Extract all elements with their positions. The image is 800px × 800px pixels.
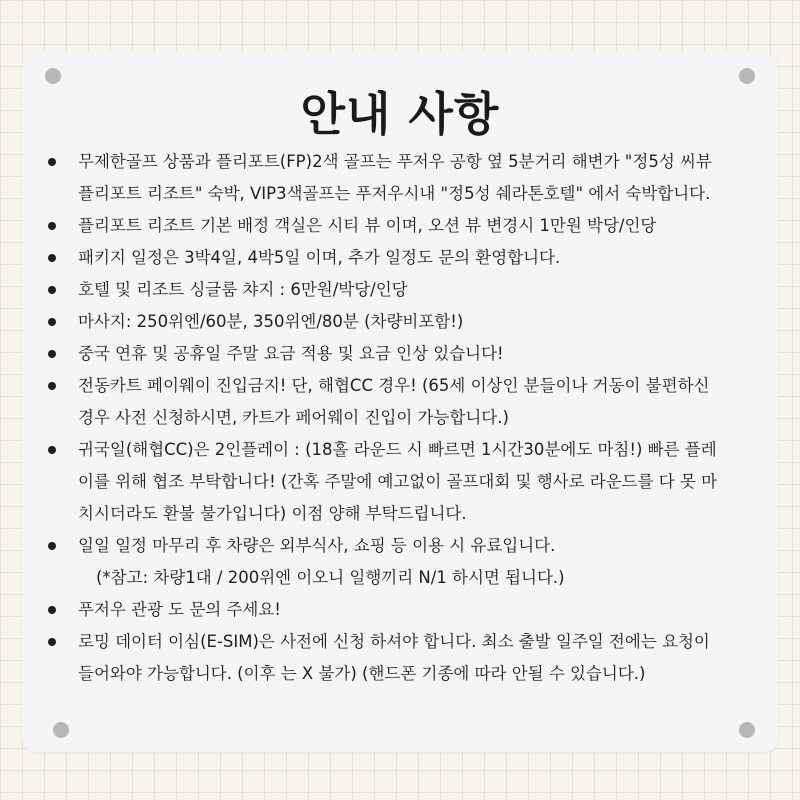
bullet-icon (48, 606, 56, 614)
item-text: 로밍 데이터 이심(E-SIM)은 사전에 신청 하셔야 합니다. 최소 출발 일주일 전에는 요청이 (78, 632, 710, 651)
bullet-icon (48, 350, 56, 358)
list-item (44, 338, 760, 370)
bullet-icon (48, 222, 56, 230)
bullet-icon (48, 318, 56, 326)
list-item (44, 146, 760, 210)
page-title: 안내 사항 (300, 87, 500, 141)
item-text: 중국 연휴 및 공휴일 주말 요금 적용 및 요금 인상 있습니다! (78, 344, 504, 363)
list-item (44, 274, 760, 306)
list-item (44, 530, 760, 594)
bullet-icon (48, 382, 56, 390)
item-note: (*참고: 차량1대 / 200위엔 이오니 일행끼리 N/1 하시면 됩니다.) (96, 568, 565, 587)
list-item (44, 594, 760, 626)
bullet-icon (48, 158, 56, 166)
list-item (44, 242, 760, 274)
list-item (44, 434, 760, 530)
notice-card (22, 52, 778, 752)
item-text: 플리포트 리조트" 숙박, VIP3색골프는 푸저우시내 "정5성 쉐라톤호텔" 에서 숙박합니다. (78, 184, 711, 203)
bullet-icon (48, 446, 56, 454)
notice-list (44, 146, 760, 690)
item-text: 패키지 일정은 3박4일, 4박5일 이며, 추가 일정도 문의 환영합니다. (78, 248, 561, 267)
item-text: 마사지: 250위엔/60분, 350위엔/80분 (차량비포함!) (78, 312, 464, 331)
bullet-icon (48, 286, 56, 294)
item-text: 호텔 및 리조트 싱글룸 챠지 : 6만원/박당/인당 (78, 280, 408, 299)
item-text: 전동카트 페이웨이 진입금지! 단, 해협CC 경우! (65세 이상인 분들이나 거동이 불편하신 (78, 376, 710, 395)
bullet-icon (48, 254, 56, 262)
bullet-icon (48, 638, 56, 646)
item-text: 무제한골프 상품과 플리포트(FP)2색 골프는 푸저우 공항 옆 5분거리 해변가 "정5성 씨뷰 (78, 152, 712, 171)
item-text: 치시더라도 환불 불가입니다) 이점 양해 부탁드립니다. (78, 504, 467, 523)
item-text: 이를 위해 협조 부탁합니다! (간혹 주말에 예고없이 골프대회 및 행사로 라운드를 다 못 마 (78, 472, 718, 491)
item-text: 경우 사전 신청하시면, 카트가 페어웨이 진입이 가능합니다.) (78, 408, 509, 427)
item-text: 플리포트 리조트 기본 배정 객실은 시티 뷰 이며, 오션 뷰 변경시 1만원 박당/인당 (78, 216, 657, 235)
pin-dot (739, 722, 755, 738)
list-item (44, 626, 760, 690)
item-text: 일일 일정 마무리 후 차량은 외부식사, 쇼핑 등 이용 시 유료입니다. (78, 536, 556, 555)
pin-dot (53, 722, 69, 738)
list-item (44, 210, 760, 242)
item-text: 들어와야 가능합니다. (이후 는 X 불가) (핸드폰 기종에 따라 안될 수 있습니다.) (78, 664, 646, 683)
item-text: 귀국일(해협CC)은 2인플레이 : (18홀 라운드 시 빠르면 1시간30분에도 마침!) 빠른 플레 (78, 440, 717, 459)
list-item (44, 306, 760, 338)
bullet-icon (48, 542, 56, 550)
item-text: 푸저우 관광 도 문의 주세요! (78, 600, 281, 619)
list-item (44, 370, 760, 434)
